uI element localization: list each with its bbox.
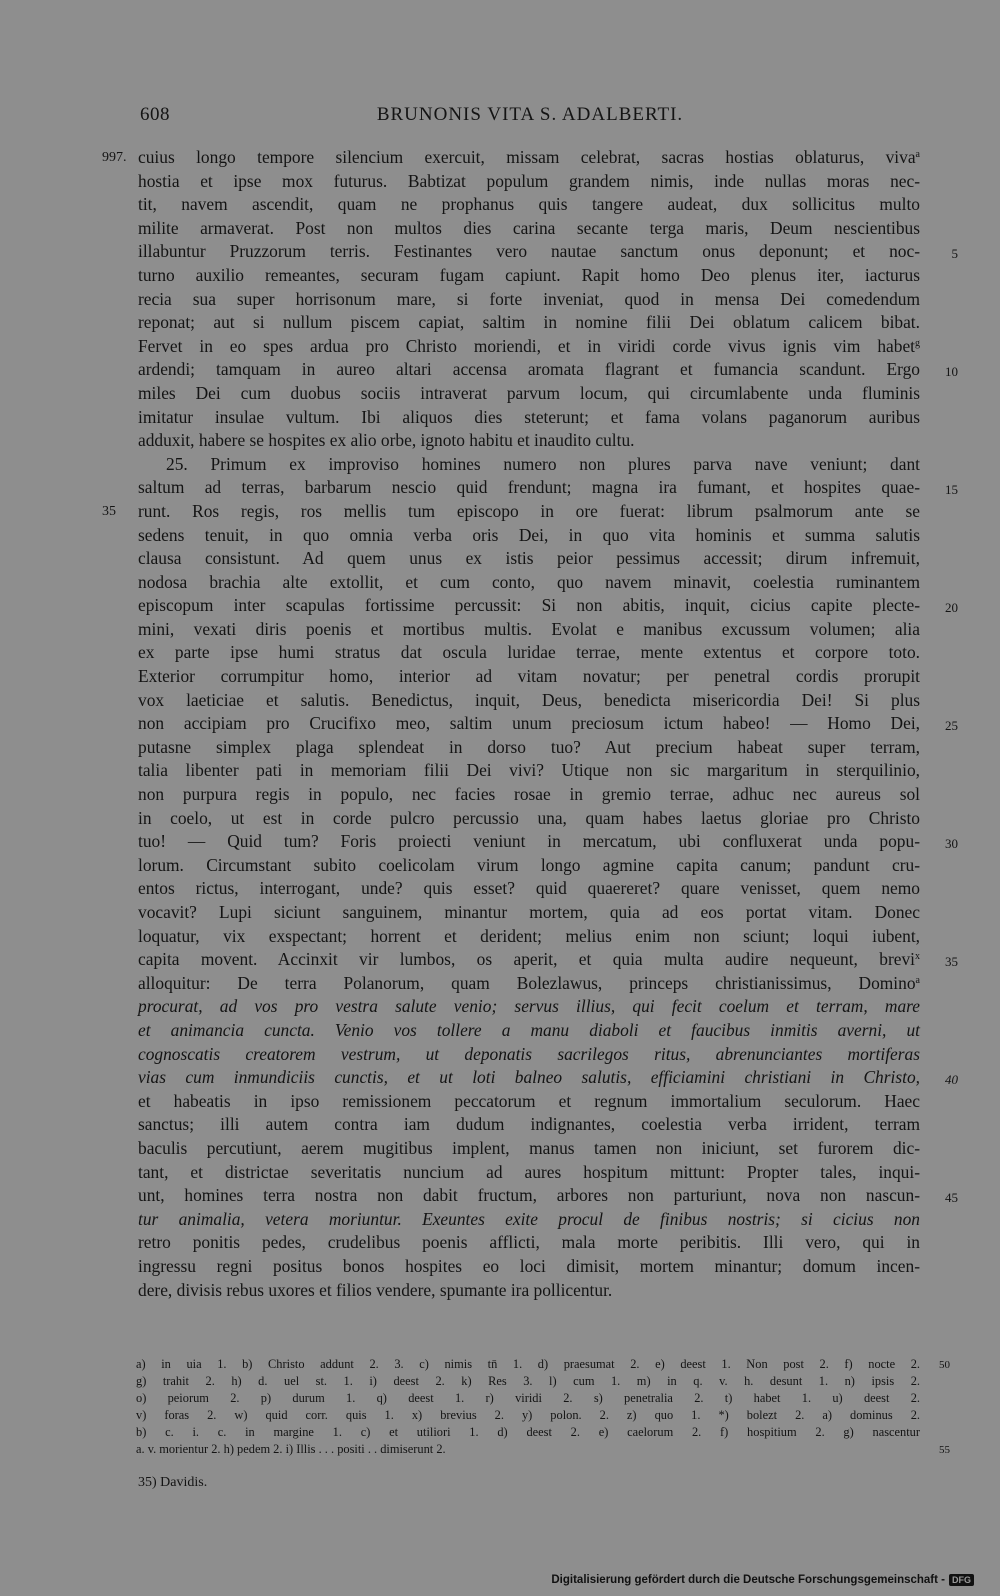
- line-text: vox laeticiae et salutis. Benedictus, inquit, Deus, benedicta misericordia Dei! Si plus: [138, 689, 920, 710]
- line-text: clausa consistunt. Ad quem unus ex istis peior pessimus accessit; dirum infremuit,: [138, 548, 920, 569]
- dfg-logo-icon: DFG: [949, 1574, 974, 1586]
- line-text: lorum. Circumstant subito coelicolam virum longo agmine capita canum; pandunt cru-: [138, 854, 920, 875]
- text-line: [138, 240, 958, 264]
- line-text: nodosa brachia alte extollit, et cum conto, quo navem minavit, coelestia ruminantem: [138, 571, 920, 592]
- line-text: ingressu regni positus bonos hospites eo loci dimisit, mortem minantur; domum incen-: [138, 1255, 920, 1276]
- footer-text: Digitalisierung gefördert durch die Deutsche Forschungsgemeinschaft -: [551, 1574, 945, 1586]
- line-text: tuo! — Quid tum? Foris proiecti veniunt in mercatum, ubi confluxerat unda popu-: [138, 831, 920, 852]
- text-line: [138, 476, 958, 500]
- line-text: imitatur insulae vultum. Ibi aliquos dies steterunt; et fama volans paganorum auribus: [138, 406, 920, 427]
- line-text: reponat; aut si nullum piscem capiat, saltim in nomine filii Dei oblatum calicem bibat.: [138, 312, 920, 333]
- text-line: [138, 1043, 920, 1067]
- text-line: [138, 1184, 958, 1208]
- text-line: [138, 1090, 920, 1114]
- text-line: [138, 618, 920, 642]
- line-number: 55: [939, 1444, 950, 1456]
- page-number: 608: [140, 104, 170, 125]
- line-text: miles Dei cum duobus sociis intraverat parvum locum, qui circumlabente unda fluminis: [138, 382, 920, 403]
- text-line: [138, 1255, 920, 1279]
- text-line: [138, 1161, 920, 1185]
- line-text: mini, vexati diris poenis et mortibus multis. Evolat e manibus excussum volumen; alia: [138, 618, 920, 639]
- text-line: [138, 995, 920, 1019]
- line-text: capita movent. Accinxit vir lumbos, os aperit, et quia multa audire nequeunt, brevi: [138, 949, 915, 970]
- margin-note-ref: 35: [102, 503, 116, 519]
- footnote-line: a) in uia 1. b) Christo addunt 2. 3. c) nimis tn̄ 1. d) praesumat 2. e) deest 1. Non post 2. f) nocte 2. 50: [136, 1356, 920, 1373]
- line-text: in coelo, ut est in corde pulcro percussio una, quam habes laetus gloriae pro Christo: [138, 807, 920, 828]
- line-text: hostia et ipse mox futurus. Babtizat populum grandem nimis, inde nullas moras nec-: [138, 170, 920, 191]
- line-number: 35: [945, 954, 958, 970]
- margin-year: 997.: [102, 150, 127, 165]
- line-text: non purpura regis in populo, nec facies rosae in gremio terrae, adhuc nec aureus sol: [138, 784, 920, 805]
- text-line: [138, 807, 920, 831]
- historical-note: 35) Davidis.: [138, 1475, 208, 1490]
- line-text: retro ponitis pedes, crudelibus poenis afflicti, mala morte peribitis. Illi vero, qui in: [138, 1232, 920, 1253]
- text-line: [138, 641, 920, 665]
- line-text: tur animalia, vetera moriuntur. Exeuntes exite procul de finibus nostris; si cicius non: [138, 1208, 920, 1229]
- text-line: [138, 854, 920, 878]
- text-line: [138, 925, 920, 949]
- text-line: Fervet in eo spes ardua pro Christo moriendi, et in viridi corde vivus ignis vim habet$^g$: [138, 335, 920, 356]
- line-text: et habeatis in ipso remissionem peccatorum et regnum immortalium seculorum. Haec: [138, 1090, 920, 1111]
- running-title: BRUNONIS VITA S. ADALBERTI.: [376, 104, 684, 125]
- text-line: [138, 759, 920, 783]
- line-text: sedens tenuit, in quo omnia verba oris Dei, in quo vita hominis et summa salutis: [138, 524, 920, 545]
- text-line: [138, 193, 920, 217]
- text-line: [138, 170, 920, 194]
- line-text: tit, navem ascendit, quam ne prophanus quis tangere audeat, dux sollicitus multo: [138, 194, 920, 215]
- text-line: [138, 689, 920, 713]
- text-line: [138, 830, 958, 854]
- critical-apparatus: [136, 1356, 950, 1458]
- line-text: non accipiam pro Crucifixo meo, saltim unum preciosum ictum habeo! — Homo Dei,: [138, 713, 920, 734]
- text-line: [138, 1231, 920, 1255]
- line-text: turno auxilio remeantes, securam fugam capiunt. Rapit homo Deo plenus iter, iacturus: [138, 264, 920, 285]
- text-line: [138, 311, 920, 335]
- line-text: procurat, ad vos pro vestra salute venio; servus illius, qui fecit coelum et terram, mare: [138, 996, 920, 1017]
- text-line: [138, 1137, 920, 1161]
- text-line: [138, 429, 920, 453]
- text-line: [138, 1113, 920, 1137]
- text-line: [102, 500, 920, 524]
- text-line: [138, 571, 920, 595]
- line-number: 45: [945, 1190, 958, 1206]
- page-header: [140, 104, 920, 134]
- line-text: illabuntur Pruzzorum terris. Festinantes vero nautae sanctum onus deponunt; et noc-: [138, 241, 920, 262]
- line-number: 50: [939, 1359, 950, 1371]
- text-line: [138, 877, 920, 901]
- footnote-line: g) trahit 2. h) d. uel st. 1. i) deest 2. k) Res 3. l) cum 1. m) in q. v. h. desunt 1. n) ipsis 2.: [136, 1374, 920, 1388]
- line-text: saltum ad terras, barbarum nescio quid frendunt; magna ira fumant, et hospites quae-: [138, 477, 920, 498]
- footnote-line: v) foras 2. w) quid corr. quis 1. x) brevius 2. y) polon. 2. z) quo 1. *) bolezt 2. a) dominus 2.: [136, 1408, 920, 1422]
- text-line: [138, 594, 958, 618]
- line-text: milite armaverat. Post non multos dies carina secante terga maris, Deum nescientibus: [138, 217, 920, 238]
- text-line: [138, 524, 920, 548]
- line-text: unt, homines terra nostra non dabit fructum, arbores non parturiunt, nova non nascun-: [138, 1185, 920, 1206]
- text-line: [138, 736, 920, 760]
- footnote-line: o) peiorum 2. p) durum 1. q) deest 1. r) viridi 2. s) penetralia 2. t) habet 1. u) deest 2.: [136, 1391, 920, 1405]
- footnote-line: a. v. morientur 2. h) pedem 2. i) Illis . . . positi . . dimiserunt 2. 55: [136, 1441, 920, 1458]
- line-number: 20: [945, 600, 958, 616]
- line-text: loquatur, vix exspectant; horrent et derident; melius enim non sciunt; loqui iubent,: [138, 925, 920, 946]
- text-line: capita movent. Accinxit vir lumbos, os aperit, et quia multa audire nequeunt, brevi$^x$ 35: [138, 948, 920, 972]
- text-line: [138, 453, 920, 477]
- body-text: [102, 146, 958, 1302]
- line-text: alloquitur: De terra Polanorum, quam Bolezlawus, princeps christianissimus, Domino: [138, 972, 916, 993]
- text-line: alloquitur: De terra Polanorum, quam Bolezlawus, princeps christianissimus, Domino$^a$: [138, 972, 920, 993]
- text-line: [138, 1019, 920, 1043]
- line-text: recia sua super horrisonum mare, si forte inveniat, quod in mensa Dei comedendum: [138, 288, 920, 309]
- line-text: dere, divisis rebus uxores et filios vendere, spumante ira pollicentur.: [138, 1279, 613, 1300]
- line-number: 40: [945, 1072, 958, 1088]
- line-text: cognoscatis creatorem vestrum, ut deponatis sacrilegos ritus, abrenunciantes mortiferas: [138, 1043, 920, 1064]
- text-line: [138, 547, 920, 571]
- text-line: [138, 358, 958, 382]
- text-line: [138, 901, 920, 925]
- line-text: runt. Ros regis, ros mellis tum episcopo in ore fuerat: librum psalmorum ante se: [138, 500, 920, 521]
- text-line: [138, 406, 920, 430]
- line-number: 25: [945, 718, 958, 734]
- line-text: Fervet in eo spes ardua pro Christo moriendi, et in viridi corde vivus ignis vim habet: [138, 335, 915, 356]
- text-line: [138, 1066, 958, 1090]
- line-text: talia libenter pati in memoriam filii Dei vivi? Utique non sic margaritum in sterquilinio,: [138, 760, 920, 781]
- line-text: putasne simplex plaga splendeat in dorso tuo? Aut precium habeat super terram,: [138, 736, 920, 757]
- line-number: 30: [945, 836, 958, 852]
- line-text: tant, et districtae severitatis nuncium ad aures hospitum mittunt: Propter tales, inqui-: [138, 1161, 920, 1182]
- line-number: 15: [945, 482, 958, 498]
- text-line: [138, 783, 920, 807]
- line-text: Exterior corrumpitur homo, interior ad vitam novatur; per penetral cordis prorupit: [138, 666, 920, 687]
- line-text: vocavit? Lupi siciunt sanguinem, minantur mortem, quia ad eos portat vitam. Donec: [138, 902, 920, 922]
- line-text: sanctus; illi autem contra iam dudum indignantes, coelestia verba irrident, terram: [138, 1114, 920, 1135]
- line-number: 5: [951, 246, 958, 262]
- text-line: [138, 712, 958, 736]
- line-text: episcopum inter scapulas fortissime percussit: Si non abitis, inquit, cicius capite plecte-: [138, 595, 920, 616]
- footnote-line: b) c. i. c. in margine 1. c) et utiliori 1. d) deest 2. e) caelorum 2. f) hospitium 2. g) nascentur: [136, 1425, 920, 1439]
- text-line: [138, 217, 920, 241]
- text-line: [138, 1208, 920, 1232]
- line-text: entos rictus, interrogant, unde? quis esset? quid quaereret? quare venisset, quem nemo: [138, 878, 920, 899]
- line-text: et animancia cuncta. Venio vos tollere a manu diaboli et faucibus inmitis averni, ut: [138, 1019, 920, 1040]
- line-text: vias cum inmundiciis cunctis, et ut loti balneo salutis, efficiamini christiani in Christo,: [138, 1067, 920, 1088]
- line-text: ardendi; tamquam in aureo altari accensa aromata flagrant et fumancia scandunt. Ergo: [138, 359, 920, 380]
- text-line: [138, 665, 920, 689]
- text-line: [138, 288, 920, 312]
- text-line: 997. cuius longo tempore silencium exercuit, missam celebrat, sacras hostias oblaturus, viva$^a$: [138, 146, 920, 170]
- text-line: [138, 1279, 920, 1303]
- line-text: 25. Primum ex improviso homines numero non plures parva nave veniunt; dant: [166, 453, 920, 474]
- line-text: adduxit, habere se hospites ex alio orbe, ignoto habitu et inaudito cultu.: [138, 430, 635, 451]
- line-number: 10: [945, 364, 958, 380]
- digitization-footer: [551, 1574, 974, 1586]
- text-line: [138, 264, 920, 288]
- text-line: [138, 382, 920, 406]
- line-text: ex parte ipse humi stratus dat oscula luridae terrae, mente extentus et corpore toto.: [138, 642, 920, 663]
- line-text: baculis percutiunt, aerem mugitibus implent, manus tamen non iniciunt, set furorem dic-: [138, 1137, 920, 1158]
- line-text: cuius longo tempore silencium exercuit, missam celebrat, sacras hostias oblaturus, viva: [138, 147, 916, 167]
